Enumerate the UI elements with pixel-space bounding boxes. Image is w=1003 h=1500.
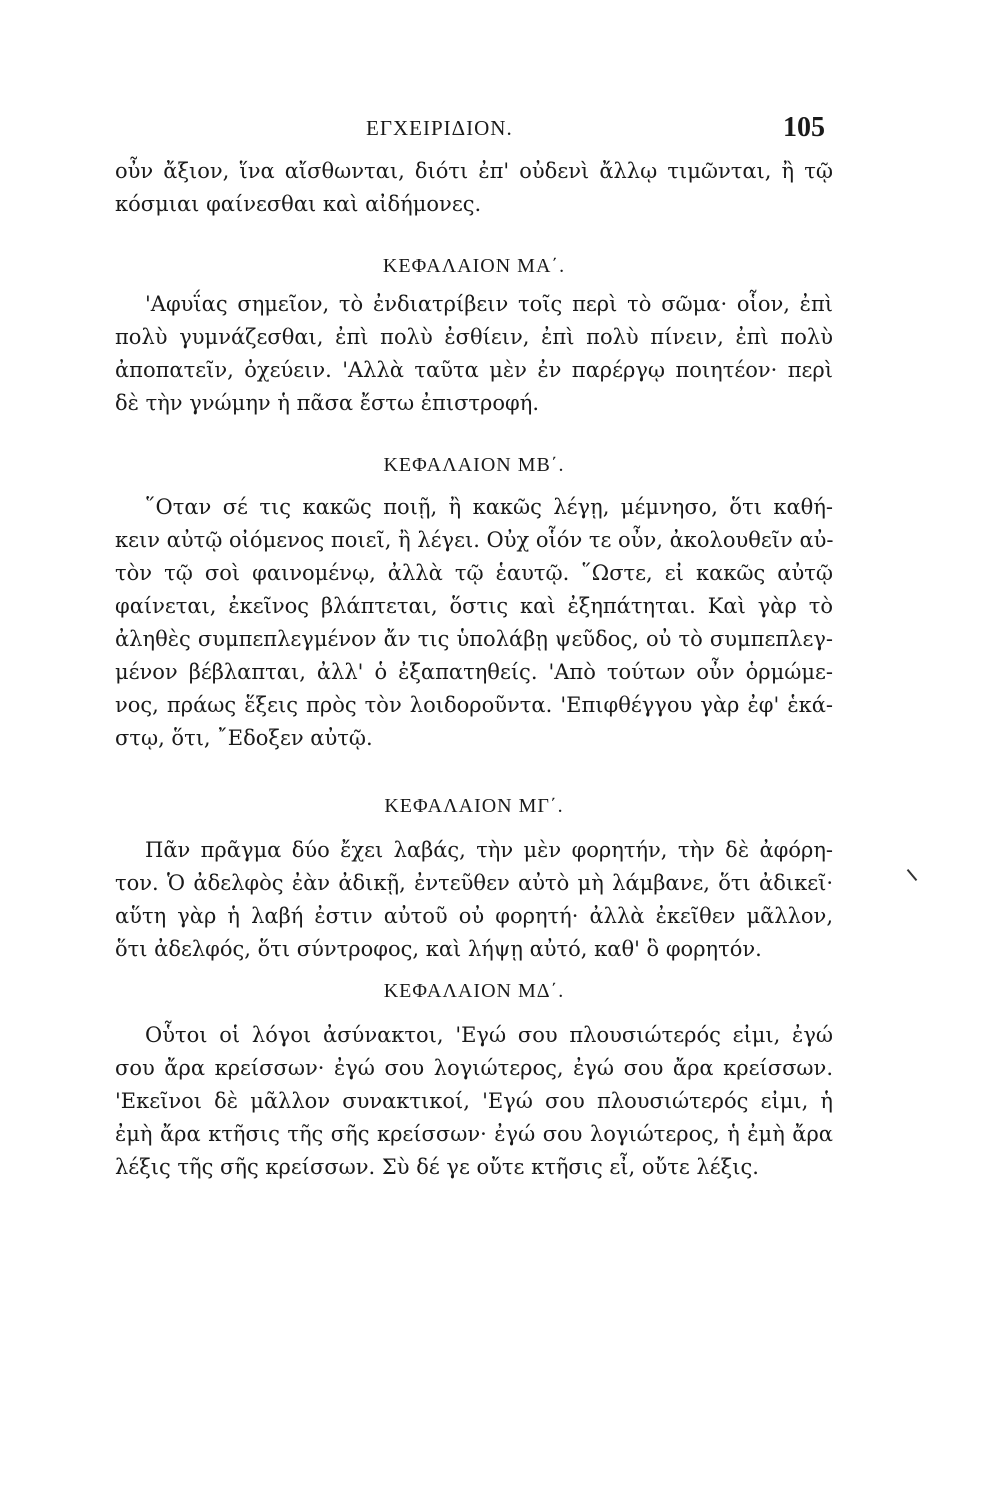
text-line: πολὺ γυμνάζεσθαι, ἐπὶ πολὺ ἐσθίειν, ἐπὶ πολὺ πίνειν, ἐπὶ πολὺ — [115, 325, 833, 349]
text-line: Πᾶν πρᾶγμα δύο ἔχει λαβάς, τὴν μὲν φορητήν, τὴν δὲ ἀφόρη- — [145, 838, 833, 862]
text-line: ὅτι ἀδελφός, ὅτι σύντροφος, καὶ λήψῃ αὐτό, καθ' ὃ φορητόν. — [115, 937, 762, 961]
page-header — [0, 112, 1003, 152]
text-line: στῳ, ὅτι, ῎Εδοξεν αὐτῷ. — [115, 726, 373, 750]
chapter-44 — [115, 980, 833, 1184]
chapter-heading: ΚΕΦΑΛΑΙΟΝ ΜΑ΄. — [382, 255, 566, 277]
chapter-heading: ΚΕΦΑΛΑΙΟΝ ΜΒ΄. — [383, 454, 565, 476]
text-line: ἀληθὲς συμπεπλεγμένον ἄν τις ὑπολάβῃ ψεῦδος, οὐ τὸ συμπεπλεγ- — [115, 627, 833, 651]
text-line: ῞Οταν σέ τις κακῶς ποιῇ, ἢ κακῶς λέγῃ, μέμνησο, ὅτι καθή- — [145, 495, 833, 519]
text-line: ἐμὴ ἄρα κτῆσις τῆς σῆς κρείσσων· ἐγώ σου λογιώτερος, ἡ ἐμὴ ἄρα — [115, 1122, 833, 1146]
text-line: 'Αφυΐας σημεῖον, τὸ ἐνδιατρίβειν τοῖς περὶ τὸ σῶμα· οἷον, ἐπὶ — [145, 292, 833, 316]
page-number: 105 — [783, 112, 825, 143]
chapter-heading: ΚΕΦΑΛΑΙΟΝ ΜΓ΄. — [384, 795, 564, 817]
text-line: φαίνεται, ἐκεῖνος βλάπτεται, ὅστις καὶ ἐξηπάτηται. Καὶ γὰρ τὸ — [115, 594, 833, 618]
text-line: τον. Ὁ ἀδελφὸς ἐὰν ἀδικῇ, ἐντεῦθεν αὐτὸ μὴ λάμβανε, ὅτι ἀδικεῖ· — [115, 871, 833, 895]
text-line: Οὗτοι οἱ λόγοι ἀσύνακτοι, 'Εγώ σου πλουσιώτερός εἰμι, ἐγώ — [145, 1023, 833, 1047]
text-line: νος, πράως ἕξεις πρὸς τὸν λοιδοροῦντα. 'Επιφθέγγου γὰρ ἐφ' ἑκά- — [115, 693, 833, 717]
text-line: δὲ τὴν γνώμην ἡ πᾶσα ἔστω ἐπιστροφή. — [115, 391, 539, 415]
text-line: ἀποπατεῖν, ὀχεύειν. 'Αλλὰ ταῦτα μὲν ἐν παρέργῳ ποιητέον· περὶ — [115, 358, 833, 382]
chapter-heading: ΚΕΦΑΛΑΙΟΝ ΜΔ΄. — [383, 980, 565, 1002]
text-line: κόσμιαι φαίνεσθαι καὶ αἰδήμονες. — [115, 192, 482, 216]
text-line: τὸν τῷ σοὶ φαινομένῳ, ἀλλὰ τῷ ἑαυτῷ. ῞Ωστε, εἰ κακῶς αὐτῷ — [115, 561, 833, 585]
margin-mark — [907, 869, 918, 881]
text-line: 'Εκεῖνοι δὲ μᾶλλον συνακτικοί, 'Εγώ σου πλουσιώτερός εἰμι, ἡ — [115, 1089, 833, 1113]
page-body — [115, 155, 833, 1184]
chapter-43 — [115, 795, 833, 966]
chapter-41 — [115, 255, 833, 420]
text-line: μένον βέβλαπται, ἀλλ' ὁ ἐξαπατηθείς. 'Απὸ τούτων οὖν ὁρμώμε- — [115, 660, 833, 684]
text-line: λέξις τῆς σῆς κρείσσων. Σὺ δέ γε οὔτε κτῆσις εἶ, οὔτε λέξις. — [115, 1155, 759, 1179]
text-line: οὖν ἄξιον, ἵνα αἴσθωνται, διότι ἐπ' οὐδενὶ ἄλλῳ τιμῶνται, ἢ τῷ — [115, 159, 833, 183]
text-line: αὕτη γὰρ ἡ λαβή ἐστιν αὐτοῦ οὐ φορητή· ἀλλὰ ἐκεῖθεν μᾶλλον, — [115, 904, 833, 928]
text-line: κειν αὐτῷ οἰόμενος ποιεῖ, ἢ λέγει. Οὐχ οἷόν τε οὖν, ἀκολουθεῖν αὐ- — [115, 528, 834, 552]
chapter-42 — [115, 454, 833, 755]
text-line: σου ἄρα κρείσσων· ἐγώ σου λογιώτερος, ἐγώ σου ἄρα κρείσσων. — [115, 1056, 833, 1080]
intro-paragraph — [115, 155, 833, 221]
running-title: ΕΓΧΕΙΡΙΔΙΟΝ. — [366, 116, 513, 140]
